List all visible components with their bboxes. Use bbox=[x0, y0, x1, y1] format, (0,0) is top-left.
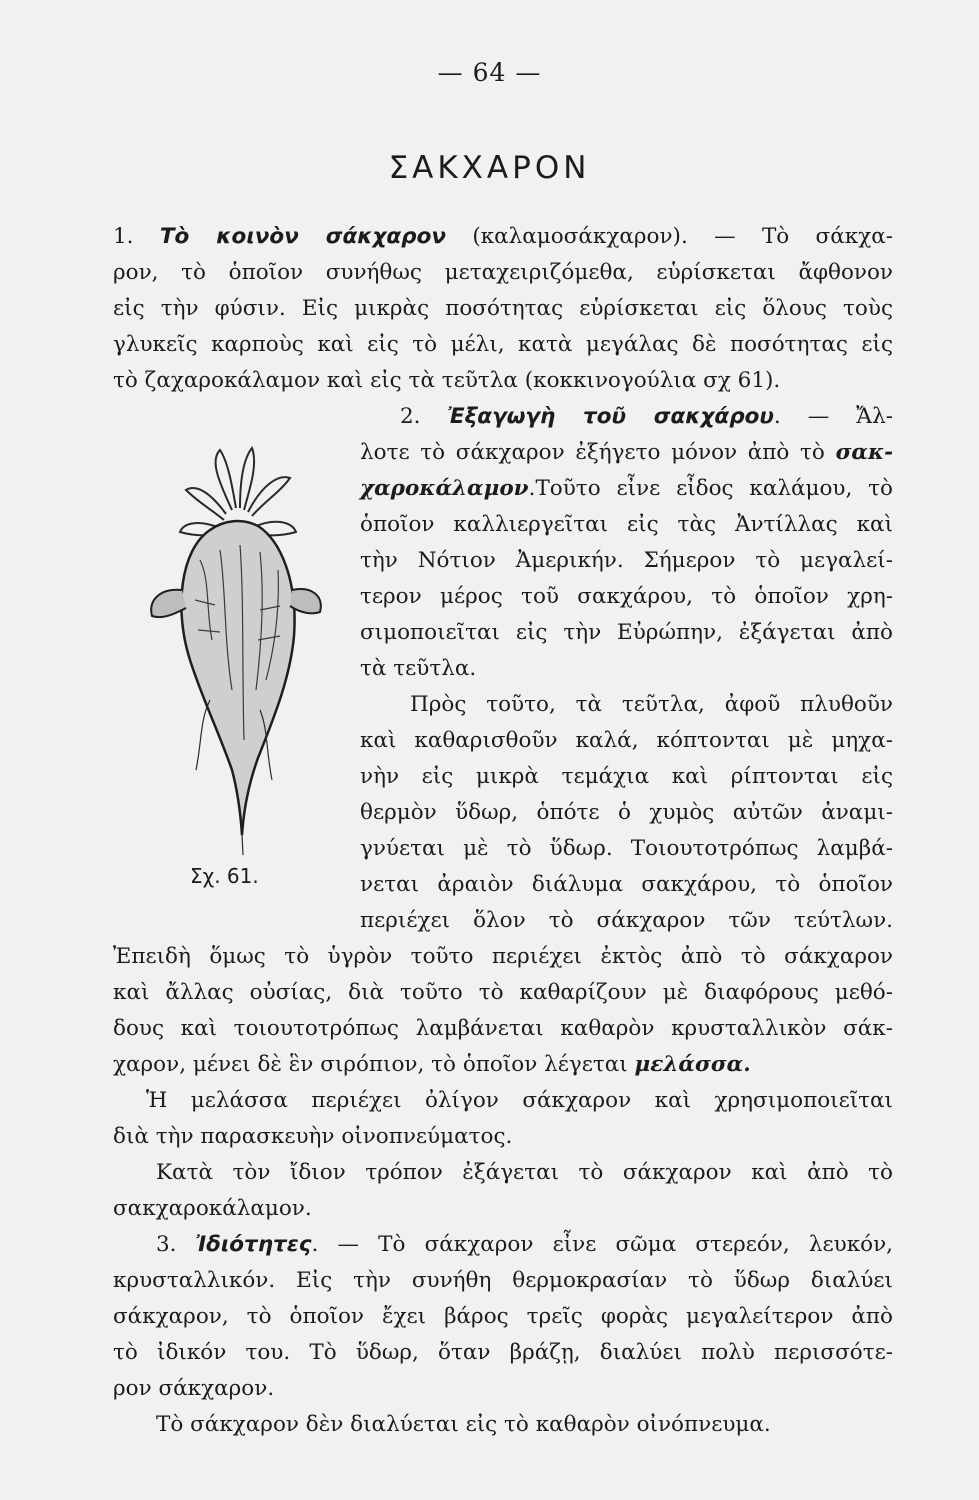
section3-line: τὸ ἰδικόν του. Τὸ ὕδωρ, ὅταν βράζῃ, διαλύει πολὺ περισσότε- bbox=[113, 1340, 893, 1365]
section3-line-1 bbox=[156, 1234, 893, 1256]
section2-para2-line: καὶ καθαρισθοῦν καλά, κόπτονται μὲ μηχα- bbox=[360, 728, 893, 753]
section2-para3-line: Ἐπειδὴ ὅμως τὸ ὑγρὸν τοῦτο περιέχει ἐκτὸς ἀπὸ τὸ σάκχαρον bbox=[113, 944, 893, 969]
section2-line-2 bbox=[360, 442, 893, 464]
section1-number: 1. bbox=[113, 224, 134, 249]
section2-line: ὁποῖον καλλιεργεῖται εἰς τὰς Ἀντίλλας καὶ bbox=[360, 512, 893, 537]
section3-last-paragraph: Τὸ σάκχαρον δὲν διαλύεται εἰς τὸ καθαρὸν οἰνόπνευμα. bbox=[156, 1412, 771, 1437]
section2-para2-line: θερμὸν ὕδωρ, ὁπότε ὁ χυμὸς αὐτῶν ἀναμι- bbox=[360, 800, 893, 825]
section3-number: 3. bbox=[156, 1232, 177, 1257]
section2-line: τὰ τεῦτλα. bbox=[360, 656, 477, 681]
section3-line: ρον σάκχαρον. bbox=[113, 1376, 275, 1401]
emphasis-word: χαροκάλαμον bbox=[360, 476, 529, 501]
section2-line2-text: λοτε τὸ σάκχαρον ἐξήγετο μόνον ἀπὸ τὸ bbox=[360, 440, 836, 465]
section2-para4-line: Ἡ μελάσσα περιέχει ὀλίγον σάκχαρον καὶ χρησιμοποιεῖται bbox=[146, 1088, 893, 1113]
section2-line: σιμοποιεῖται εἰς τὴν Εὐρώπην, ἐξάγεται ἀπὸ bbox=[360, 620, 893, 645]
section2-para3-line: καὶ ἄλλας οὐσίας, διὰ τοῦτο τὸ καθαρίζουν μὲ διαφόρους μεθό- bbox=[113, 980, 893, 1005]
section2-line1-text: . — Ἄλ- bbox=[773, 404, 893, 429]
section3-line: σάκχαρον, τὸ ὁποῖον ἔχει βάρος τρεῖς φορὰς μεγαλείτερον ἀπὸ bbox=[113, 1304, 893, 1329]
section2-line-3 bbox=[360, 478, 893, 500]
section2-para2-line: περιέχει ὅλον τὸ σάκχαρον τῶν τεύτλων. bbox=[360, 908, 893, 933]
section2-line-1 bbox=[400, 406, 893, 428]
emphasis-word: μελάσσα. bbox=[634, 1052, 751, 1077]
section2-para5-line: σακχαροκάλαμον. bbox=[113, 1196, 312, 1221]
section2-line: τὴν Νότιον Ἀμερικήν. Σήμερον τὸ μεγαλεί- bbox=[360, 548, 893, 573]
figure-caption: Σχ. 61. bbox=[190, 864, 259, 888]
section2-heading: Ἐξαγωγὴ τοῦ σακχάρου bbox=[447, 404, 774, 429]
section1-line-1 bbox=[113, 226, 893, 248]
sugar-beet-illustration bbox=[140, 440, 340, 860]
section3-line: κρυσταλλικόν. Εἰς τὴν συνήθη θερμοκρασίαν τὸ ὕδωρ διαλύει bbox=[113, 1268, 893, 1293]
section2-para2-line: Πρὸς τοῦτο, τὰ τεῦτλα, ἀφοῦ πλυθοῦν bbox=[410, 692, 893, 717]
para3-last-text: χαρον, μένει δὲ ἓν σιρόπιον, τὸ ὁποῖον λέγεται bbox=[113, 1052, 635, 1077]
section2-para2-line: νὴν εἰς μικρὰ τεμάχια καὶ ρίπτονται εἰς bbox=[360, 764, 893, 789]
section1-line: γλυκεῖς καρποὺς καὶ εἰς τὸ μέλι, κατὰ μεγάλας δὲ ποσότητας εἰς bbox=[113, 332, 893, 357]
section1-line: εἰς τὴν φύσιν. Εἰς μικρὰς ποσότητας εὑρίσκεται εἰς ὅλους τοὺς bbox=[113, 296, 893, 321]
section1-line: ρον, τὸ ὁποῖον συνήθως μεταχειριζόμεθα, εὑρίσκεται ἄφθονον bbox=[113, 260, 893, 285]
section3-line1-text: . — Τὸ σάκχαρον εἶνε σῶμα στερεόν, λευκόν, bbox=[311, 1232, 893, 1257]
section3-heading: Ἰδιότητες bbox=[195, 1232, 312, 1257]
section1-heading: Τὸ κοινὸν σάκχαρον bbox=[159, 224, 446, 249]
section2-para3-last-line bbox=[113, 1054, 893, 1076]
section2-para3-line: δους καὶ τοιουτοτρόπως λαμβάνεται καθαρὸν κρυσταλλικὸν σάκ- bbox=[113, 1016, 893, 1041]
section2-line3-text: .Τοῦτο εἶνε εἶδος καλάμου, τὸ bbox=[528, 476, 893, 501]
section2-line: τερον μέρος τοῦ σακχάρου, τὸ ὁποῖον χρη- bbox=[360, 584, 893, 609]
section2-para5-line: Κατὰ τὸν ἴδιον τρόπον ἐξάγεται τὸ σάκχαρον καὶ ἀπὸ τὸ bbox=[156, 1160, 893, 1185]
section2-para2-line: νεται ἀραιὸν διάλυμα σακχάρου, τὸ ὁποῖον bbox=[360, 872, 893, 897]
page-number: — 64 — bbox=[437, 58, 542, 87]
emphasis-word: σακ- bbox=[835, 440, 893, 465]
section1-line: τὸ ζαχαροκάλαμον καὶ εἰς τὰ τεῦτλα (κοκκινογούλια σχ 61). bbox=[113, 368, 781, 393]
page-title: ΣΑΚΧΑΡΟΝ bbox=[388, 150, 591, 186]
section2-para4-line: διὰ τὴν παρασκευὴν οἰνοπνεύματος. bbox=[113, 1124, 513, 1149]
section2-para2-line: γνύεται μὲ τὸ ὕδωρ. Τοιουτοτρόπως λαμβά- bbox=[360, 836, 893, 861]
section1-line1-text: (καλαμοσάκχαρον). — Τὸ σάκχα- bbox=[445, 224, 894, 249]
section2-number: 2. bbox=[400, 404, 421, 429]
